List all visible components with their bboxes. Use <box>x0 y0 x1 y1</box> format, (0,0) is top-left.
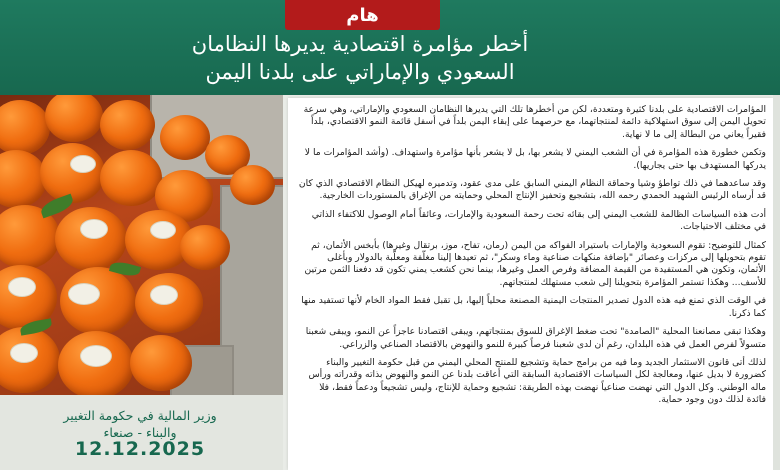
article-paragraph: المؤامرات الاقتصادية على بلدنا كثيرة ومتعددة، لكن من أخطرها تلك التي يديرها النظامان السعودي والإماراتي، وهي سرعة تحويل اليمن إلى سوق استهلاكية دائمة لمنتجاتهما، مع حرصهما على إبقاء اليمن بلداً في أسفل قائمة النمو الاقتصادي، بلداً فقيراً يعاني من البطالة إلى ما لا نهاية. <box>303 104 766 140</box>
header-banner <box>0 0 780 95</box>
right-edge-strip <box>773 95 780 470</box>
fruit-sticker <box>150 285 178 305</box>
orange <box>180 225 230 270</box>
article-paragraph: في الوقت الذي تمنع فيه هذه الدول تصدير المنتجات اليمنية المصنعة محلياً إليها، بل تقبل فقط المواد الخام لأنها تستفيد منها كما ذكرنا. <box>301 295 766 319</box>
orange <box>40 143 105 203</box>
fruit-sticker <box>10 343 38 363</box>
fruit-sticker <box>8 277 36 297</box>
article-paragraph: وتكمن خطورة هذه المؤامرة في أن الشعب اليمني لا يشعر بها، بل لا يشعر بأنها مؤامرة واستهداف. (وأشد المؤامرات ما لا يدركها المستهدف بها حتى يجاريها). <box>304 147 766 171</box>
orange <box>100 150 162 206</box>
orange <box>230 165 275 205</box>
headline <box>60 30 660 86</box>
fruit-sticker <box>150 221 176 239</box>
article-paragraph: أدت هذه السياسات الظالمة للشعب اليمني إلى بقائه تحت رحمة السعودية والإمارات، وعائقاً أمام الوصول للاكتفاء الذاتي في مختلف الاحتياجات. <box>311 208 766 233</box>
headline-line-2: السعودي والإماراتي على بلدنا اليمن <box>205 60 515 84</box>
minister-title <box>20 407 260 441</box>
article-paragraphs <box>298 104 766 413</box>
orange <box>130 335 192 391</box>
important-badge: هام <box>285 0 440 30</box>
orange <box>0 100 50 155</box>
oranges-photo <box>0 95 283 395</box>
orange <box>160 115 210 160</box>
fruit-sticker <box>80 219 108 239</box>
orange <box>45 95 103 142</box>
article-paragraph: وقد ساعدهما في ذلك تواطؤ وشيا وحماقة النظام اليمني السابق على مدى عقود، وتدميره لهيكل النظام الاقتصادي الذي كان قد أرساه الرئيس الشهيد الحمدي رحمه الله، بتشجيع وتحفيز الإنتاج المحلي وحمايته من الإغراق بالمستوردات الخارجية. <box>298 178 766 202</box>
article-body <box>288 98 773 470</box>
minister-title-line-1: وزير المالية في حكومة التغيير <box>63 408 217 423</box>
article-paragraph: كمثال للتوضيح: تقوم السعودية والإمارات باستيراد الفواكه من اليمن (رمان، تفاح، موز، برتقال وغيرها) بأبخس الأثمان، ثم تقوم بتحويلها إلى مركزات وعصائر "بإضافة منكهات صناعية وماء وسكر"، ثم تعيدها إلينا مغلّفة ومعلّبة بالدولار وبأغلى الأثمان، وتكون هي المستفيدة من القيمة المضافة وفرص العمل وغيرها، بينما نحن كشعب يمني تكون قد دفعنا الثمن مرتين للأسف... وهكذا تستمر المؤامرة بتحويلنا إلى شعب مستهلك لمنتجاتهم. <box>304 239 766 288</box>
orange <box>100 100 155 150</box>
minister-title-line-2: والبناء - صنعاء <box>103 425 177 440</box>
article-paragraph: وهكذا تبقى مصانعنا المحلية "الصامدة" تحت ضغط الإغراق للسوق بمنتجاتهم، ويبقى اقتصادنا عاجزاً عن النمو، ويبقى شعبنا متسولاً لفرص العمل في هذه البلدان، رغم أن لدى شعبنا فرصاً كبيرة للنمو والنهوض بالاقتصاد الصناعي والزراعي. <box>305 326 766 350</box>
article-paragraph: لذلك أتى قانون الاستثمار الجديد وما فيه من برامج حماية وتشجيع للمنتج المحلي اليمني من قبل حكومة التغيير والبناء كضرورة لا بديل عنها، ومعالجة لكل السياسات الاقتصادية السابقة التي أعاقت بلدنا عن النمو والنهوض بذاته وقدراته ورأس ماله الوطني. وكل الدول التي نهضت صناعياً نهضت بهذه الطريقة: تشجيع وحماية للإنتاج، وليس تشجيعاً ودعماً فقط، فلا فائدة لذلك دون وجود حماية. <box>308 356 766 406</box>
fruit-sticker <box>70 155 96 173</box>
fruit-sticker <box>80 345 112 367</box>
orange <box>55 207 127 271</box>
fruit-sticker <box>68 283 100 305</box>
headline-line-1: أخطر مؤامرة اقتصادية يديرها النظامان <box>191 32 529 56</box>
minister-date: 12.12.2025 <box>74 438 206 460</box>
